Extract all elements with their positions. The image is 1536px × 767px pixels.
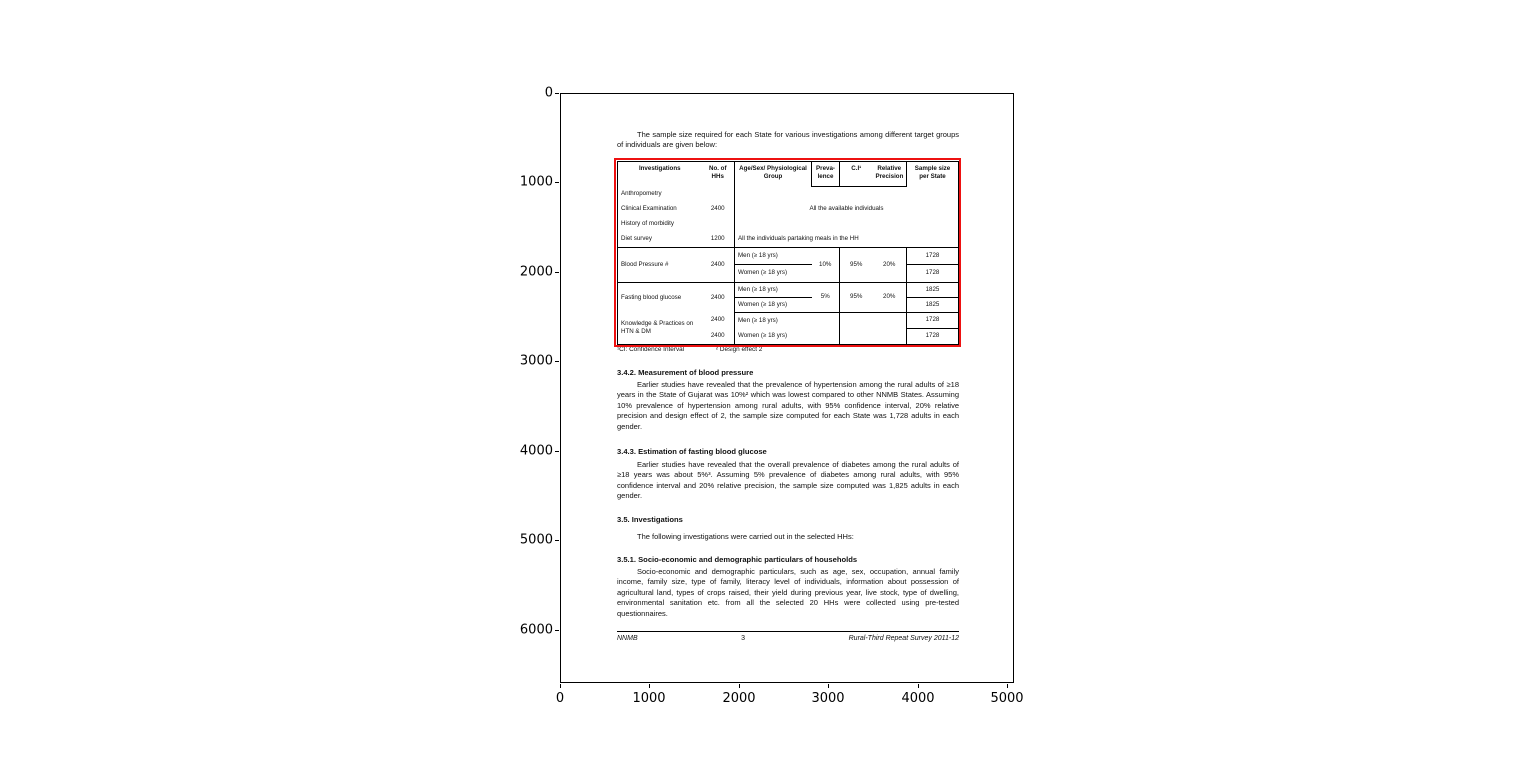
cell-clinical-examination: Clinical Examination [621, 204, 677, 212]
table-row [618, 283, 959, 298]
section-heading-3-4-3: 3.4.3. Estimation of fasting blood glucose [617, 447, 767, 456]
cell-fbg-prevalence: 5% [812, 283, 840, 313]
table-row [618, 248, 959, 265]
footer-org: NNMB [617, 635, 638, 642]
x-tick-mark [649, 684, 650, 688]
cell-kp-sample-men: 1728 [907, 313, 959, 329]
cell-fbg-ci: 95% [840, 283, 873, 313]
cell-fbg-sample-men: 1825 [907, 283, 959, 298]
cell-diet-survey: Diet survey [618, 232, 702, 248]
col-header-group: Age/Sex/ Physiological Group [735, 162, 812, 187]
x-tick-mark [560, 684, 561, 688]
y-tick-label: 4000 [519, 443, 553, 459]
y-tick-mark [555, 451, 559, 452]
col-header-sample: Sample size per State [914, 165, 951, 180]
y-tick-mark [555, 272, 559, 273]
cell-kp-hhs-men: 2400 [702, 313, 735, 329]
y-tick-label: 1000 [519, 174, 553, 190]
y-tick-mark [555, 361, 559, 362]
col-header-hhs: No. of HHs [702, 162, 735, 187]
y-tick-mark [555, 182, 559, 183]
y-tick-label: 6000 [519, 622, 553, 638]
y-tick-mark [555, 540, 559, 541]
section-body-3-4-2: Earlier studies have revealed that the prevalence of hypertension among the rural adults of ≥18 years in the State of Gujarat was 10%² which was lowest compared to other NNMB States. Assuming 10% prevalence of hypertension among rural adults, with 95% confidence interval, 20% relative precision and design effect of 2, the sample size computed for each State was 1,728 adults in each gender. [617, 380, 959, 431]
cell-diet-merged: All the individuals partaking meals in the HH [735, 232, 959, 248]
x-tick-mark [918, 684, 919, 688]
footnote-ci: ¹CI: Confidence Interval [617, 346, 685, 353]
cell-bp-precision: 20% [873, 248, 907, 283]
y-tick-label: 2000 [519, 264, 553, 280]
cell-bp-sample-men: 1728 [907, 248, 959, 265]
cell-empty [812, 313, 840, 345]
cell-bp-hhs: 2400 [702, 248, 735, 283]
table-footnote [617, 346, 959, 354]
table-header-row [618, 162, 959, 187]
section-body-3-5: The following investigations were carried out in the selected HHs: [637, 532, 854, 541]
cell-empty [702, 187, 735, 202]
cell-clinical-hhs: 2400 [702, 202, 735, 217]
footer-page-number: 3 [741, 635, 746, 642]
x-tick-label: 5000 [990, 691, 1024, 706]
cell-fbg-sample-women: 1825 [907, 298, 959, 313]
footnote-design-effect: ² Design effect 2 [715, 346, 763, 353]
col-header-ci: C.I¹ [840, 162, 873, 187]
section-body-3-5-1: Socio-economic and demographic particulars, such as age, sex, occupation, annual family income, family size, type of family, literacy level of individuals, information about possession of agricultural land, types of crops raised, their yield during previous year, live stock, type of dwelling, environmental sanitation etc. from all the selected 20 HHs were collected using pre-tested questionnaires. [617, 567, 959, 618]
cell-bp-label: Blood Pressure # [618, 248, 702, 283]
x-tick-mark [739, 684, 740, 688]
col-header-precision: Relative Precision [873, 162, 907, 187]
cell-all-available: All the available individuals [809, 205, 884, 213]
cell-kp-women: Women (≥ 18 yrs) [738, 332, 788, 340]
y-tick-label: 5000 [519, 532, 553, 548]
cell-bp-prevalence: 10% [812, 248, 840, 283]
x-tick-mark [1007, 684, 1008, 688]
x-tick-mark [828, 684, 829, 688]
x-tick-label: 4000 [901, 691, 935, 706]
section-heading-3-5: 3.5. Investigations [617, 515, 683, 524]
cell-kp-sample-women: 1728 [925, 332, 940, 340]
cell-bp-sample-women: 1728 [907, 265, 959, 283]
cell-kp-hhs-women: 2400 [702, 329, 735, 345]
cell-fbg-men: Men (≥ 18 yrs) [735, 283, 812, 298]
cell-fbg-women: Women (≥ 18 yrs) [735, 298, 812, 313]
cell-fbg-precision: 20% [873, 283, 907, 313]
cell-bp-ci: 95% [840, 248, 873, 283]
y-tick-label: 0 [544, 85, 553, 101]
y-tick-mark [555, 93, 559, 94]
intro-paragraph: The sample size required for each State for various investigations among different target groups of individuals are given below: [617, 130, 959, 150]
document-page [617, 94, 959, 684]
section-heading-3-5-1: 3.5.1. Socio-economic and demographic particulars of households [617, 555, 858, 564]
section-body-3-4-3: Earlier studies have revealed that the overall prevalence of diabetes among the rural adults of ≥18 years was about 5%³. Assuming 5% prevalence of diabetes among rural adults, with 95% confidence interval and 20% relative precision, the sample size computed was 1,825 adults in each gender. [617, 460, 959, 501]
page-footer [617, 634, 959, 643]
x-tick-label: 1000 [632, 691, 666, 706]
table-row [618, 313, 959, 329]
table-row [618, 187, 959, 202]
sample-size-table [617, 161, 959, 345]
cell-anthropometry: Anthropometry [621, 189, 662, 197]
cell-history-morbidity: History of morbidity [621, 219, 674, 227]
col-header-prevalence: Preva- lence [812, 162, 840, 187]
y-tick-label: 3000 [519, 353, 553, 369]
plot-axes [560, 93, 1014, 683]
cell-empty [840, 313, 907, 345]
x-tick-label: 0 [555, 691, 565, 706]
table-row [618, 232, 959, 248]
cell-diet-hhs: 1200 [702, 232, 735, 248]
section-heading-3-4-2: 3.4.2. Measurement of blood pressure [617, 368, 754, 377]
y-tick-mark [555, 630, 559, 631]
x-tick-label: 3000 [811, 691, 845, 706]
col-header-investigations: Investigations [638, 165, 681, 172]
cell-kp-label: Knowledge & Practices on HTN & DM [621, 319, 694, 336]
footer-rule [617, 631, 959, 632]
cell-bp-women: Women (≥ 18 yrs) [735, 265, 812, 283]
cell-fbg-hhs: 2400 [702, 283, 735, 313]
cell-empty [702, 217, 735, 232]
cell-kp-men: Men (≥ 18 yrs) [738, 316, 778, 324]
cell-bp-men: Men (≥ 18 yrs) [735, 248, 812, 265]
cell-fbg-label: Fasting blood glucose [621, 293, 682, 301]
table-region [617, 161, 958, 344]
x-tick-label: 2000 [722, 691, 756, 706]
footer-survey-title: Rural-Third Repeat Survey 2011-12 [848, 635, 959, 642]
